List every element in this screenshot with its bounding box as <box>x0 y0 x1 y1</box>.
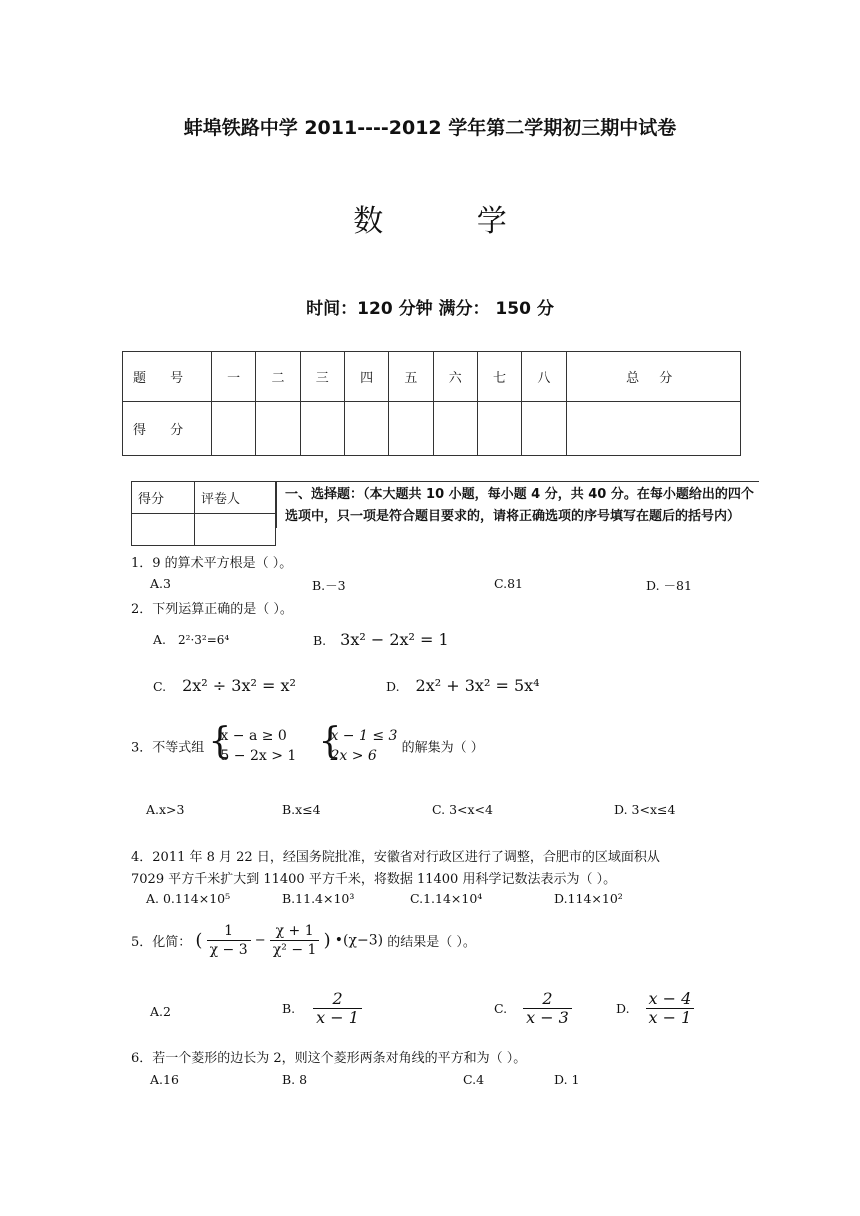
q1-option-c: C.81 <box>494 576 523 591</box>
score-cell[interactable] <box>433 402 477 456</box>
open-paren-icon: ( <box>195 930 203 951</box>
score-cell[interactable] <box>300 402 344 456</box>
q2-option-a-label: A. <box>153 632 167 647</box>
q5-fraction-1 <box>207 922 251 959</box>
score-col-2: 二 <box>256 352 300 402</box>
grader-name-label: 评卷人 <box>195 482 276 514</box>
q4-option-b: B.11.4×10³ <box>282 891 355 906</box>
subject-title: 数 学 <box>353 204 549 239</box>
q6-option-b: B. 8 <box>282 1072 308 1087</box>
q6-option-a: A.16 <box>150 1072 179 1087</box>
grader-score-label: 得分 <box>132 482 195 514</box>
score-col-5: 五 <box>389 352 433 402</box>
q3-suffix: 的解集为（ ） <box>401 740 484 756</box>
score-col-6: 六 <box>433 352 477 402</box>
q3-system-2-row-2: 2x > 6 <box>330 748 377 764</box>
q5-option-c-label: C. <box>494 1001 508 1016</box>
q1-option-b: B.－3 <box>312 578 346 593</box>
score-col-1: 一 <box>212 352 256 402</box>
q5-option-b <box>282 990 362 1034</box>
q5-tail-expr: •(χ−3) <box>334 932 384 949</box>
q2-option-d-expr: 2x² + 3x² = 5x⁴ <box>415 676 540 695</box>
minus-sign-icon: − <box>254 933 266 948</box>
score-table <box>122 351 741 456</box>
q3-system-1-row-1: x − a ≥ 0 <box>220 728 287 744</box>
q2-option-a-expr: 2²·3²=6⁴ <box>178 633 230 647</box>
q6-option-d: D. 1 <box>554 1072 580 1087</box>
q2-option-c <box>153 676 296 695</box>
q2-option-c-expr: 2x² ÷ 3x² = x² <box>182 676 296 695</box>
q2-option-d-label: D. <box>386 679 400 694</box>
q5-option-c-denominator: x − 3 <box>526 1008 569 1027</box>
q3-system-1-row-2: 5 − 2x > 1 <box>220 748 297 764</box>
q5-option-a: A.2 <box>150 1004 171 1019</box>
q4-option-a: A. 0.114×10⁵ <box>146 891 231 906</box>
q3-system-2 <box>318 721 398 766</box>
q5-fraction-2-denominator: χ² − 1 <box>272 942 317 958</box>
q2-stem: 2．下列运算正确的是（ ）。 <box>131 602 293 617</box>
q6-option-c: C.4 <box>463 1072 485 1087</box>
q5-fraction-2-numerator: χ + 1 <box>270 922 320 941</box>
q5-option-d-denominator: x − 1 <box>648 1008 692 1027</box>
total-score-label: 总 分 <box>566 352 741 402</box>
q5-option-d-fraction <box>646 990 695 1027</box>
score-table-score-row <box>123 402 741 456</box>
q3-option-c: C. 3<x<4 <box>432 802 493 817</box>
q5-option-b-fraction <box>313 990 362 1027</box>
q3-stem <box>131 721 484 776</box>
q5-prefix: 5．化简： <box>131 935 192 950</box>
left-brace-icon: { <box>208 721 232 762</box>
close-paren-icon: ) <box>323 930 331 951</box>
score-cell[interactable] <box>477 402 521 456</box>
section-1-heading: 一、选择题：（本大题共 10 小题，每小题 4 分，共 40 分。在每小题给出的四个选项中，只一项是符合题目要求的，请将正确选项的序号填写在题后的括号内） <box>276 481 759 528</box>
q5-option-c <box>494 990 572 1034</box>
q3-option-b: B.x≤4 <box>282 802 321 817</box>
q1-stem: 1．9 的算术平方根是（ ）。 <box>131 556 293 571</box>
q5-option-b-numerator: 2 <box>313 990 362 1009</box>
q2-option-b-label: B. <box>313 633 327 648</box>
q2-option-c-label: C. <box>153 679 167 694</box>
score-cell[interactable] <box>522 402 566 456</box>
time-and-score-info: 时间：120 分钟 满分： 150 分 <box>306 299 554 319</box>
q4-option-d: D.114×10² <box>554 891 623 906</box>
q4-line-1: 4．2011 年 8 月 22 日，经国务院批准，安徽省对行政区进行了调整，合肥市的区域面积从 <box>131 850 660 865</box>
q5-option-c-numerator: 2 <box>523 990 572 1009</box>
q4-option-c: C.1.14×10⁴ <box>410 891 483 906</box>
q5-option-b-label: B. <box>282 1001 296 1016</box>
score-col-4: 四 <box>344 352 388 402</box>
score-table-header-row <box>123 352 741 402</box>
q6-stem: 6．若一个菱形的边长为 2，则这个菱形两条对角线的平方和为（ ）。 <box>131 1051 527 1066</box>
grader-name-cell[interactable] <box>195 514 276 546</box>
q5-suffix: 的结果是（ ）。 <box>387 935 476 950</box>
score-cell[interactable] <box>344 402 388 456</box>
q5-fraction-1-denominator: χ − 3 <box>209 942 248 958</box>
question-number-label: 题 号 <box>123 352 212 402</box>
score-col-3: 三 <box>300 352 344 402</box>
q1-option-a: A.3 <box>150 576 171 591</box>
left-brace-icon: { <box>318 721 342 762</box>
q3-system-2-row-1: x − 1 ≤ 3 <box>330 728 398 744</box>
grader-score-cell[interactable] <box>132 514 195 546</box>
score-cell[interactable] <box>212 402 256 456</box>
score-col-8: 八 <box>522 352 566 402</box>
q5-option-b-denominator: x − 1 <box>316 1008 359 1027</box>
q5-option-c-fraction <box>523 990 572 1027</box>
q5-stem <box>131 922 476 966</box>
q5-option-d <box>616 990 694 1034</box>
score-row-label: 得 分 <box>123 402 212 456</box>
total-score-cell[interactable] <box>566 402 741 456</box>
q5-fraction-1-numerator: 1 <box>207 922 251 941</box>
q3-option-a: A.x>3 <box>146 802 185 817</box>
score-cell[interactable] <box>256 402 300 456</box>
q5-option-d-label: D. <box>616 1001 630 1016</box>
q3-system-1 <box>208 721 297 766</box>
q5-fraction-2 <box>270 922 320 959</box>
q2-option-b-expr: 3x² − 2x² = 1 <box>340 630 449 649</box>
q2-option-d <box>386 676 540 695</box>
score-cell[interactable] <box>389 402 433 456</box>
q2-option-b <box>313 630 449 649</box>
grader-table <box>131 481 276 546</box>
q2-option-a <box>153 632 229 647</box>
q3-option-d: D. 3<x≤4 <box>614 802 676 817</box>
exam-title: 蚌埠铁路中学 2011----2012 学年第二学期初三期中试卷 <box>183 117 677 139</box>
q3-prefix: 3．不等式组 <box>131 740 205 756</box>
q1-option-d: D. －81 <box>646 578 692 593</box>
q4-line-2: 7029 平方千米扩大到 11400 平方千米，将数据 11400 用科学记数法表示为（ ）。 <box>131 872 617 887</box>
q5-option-d-numerator: x − 4 <box>646 990 695 1009</box>
score-col-7: 七 <box>477 352 521 402</box>
